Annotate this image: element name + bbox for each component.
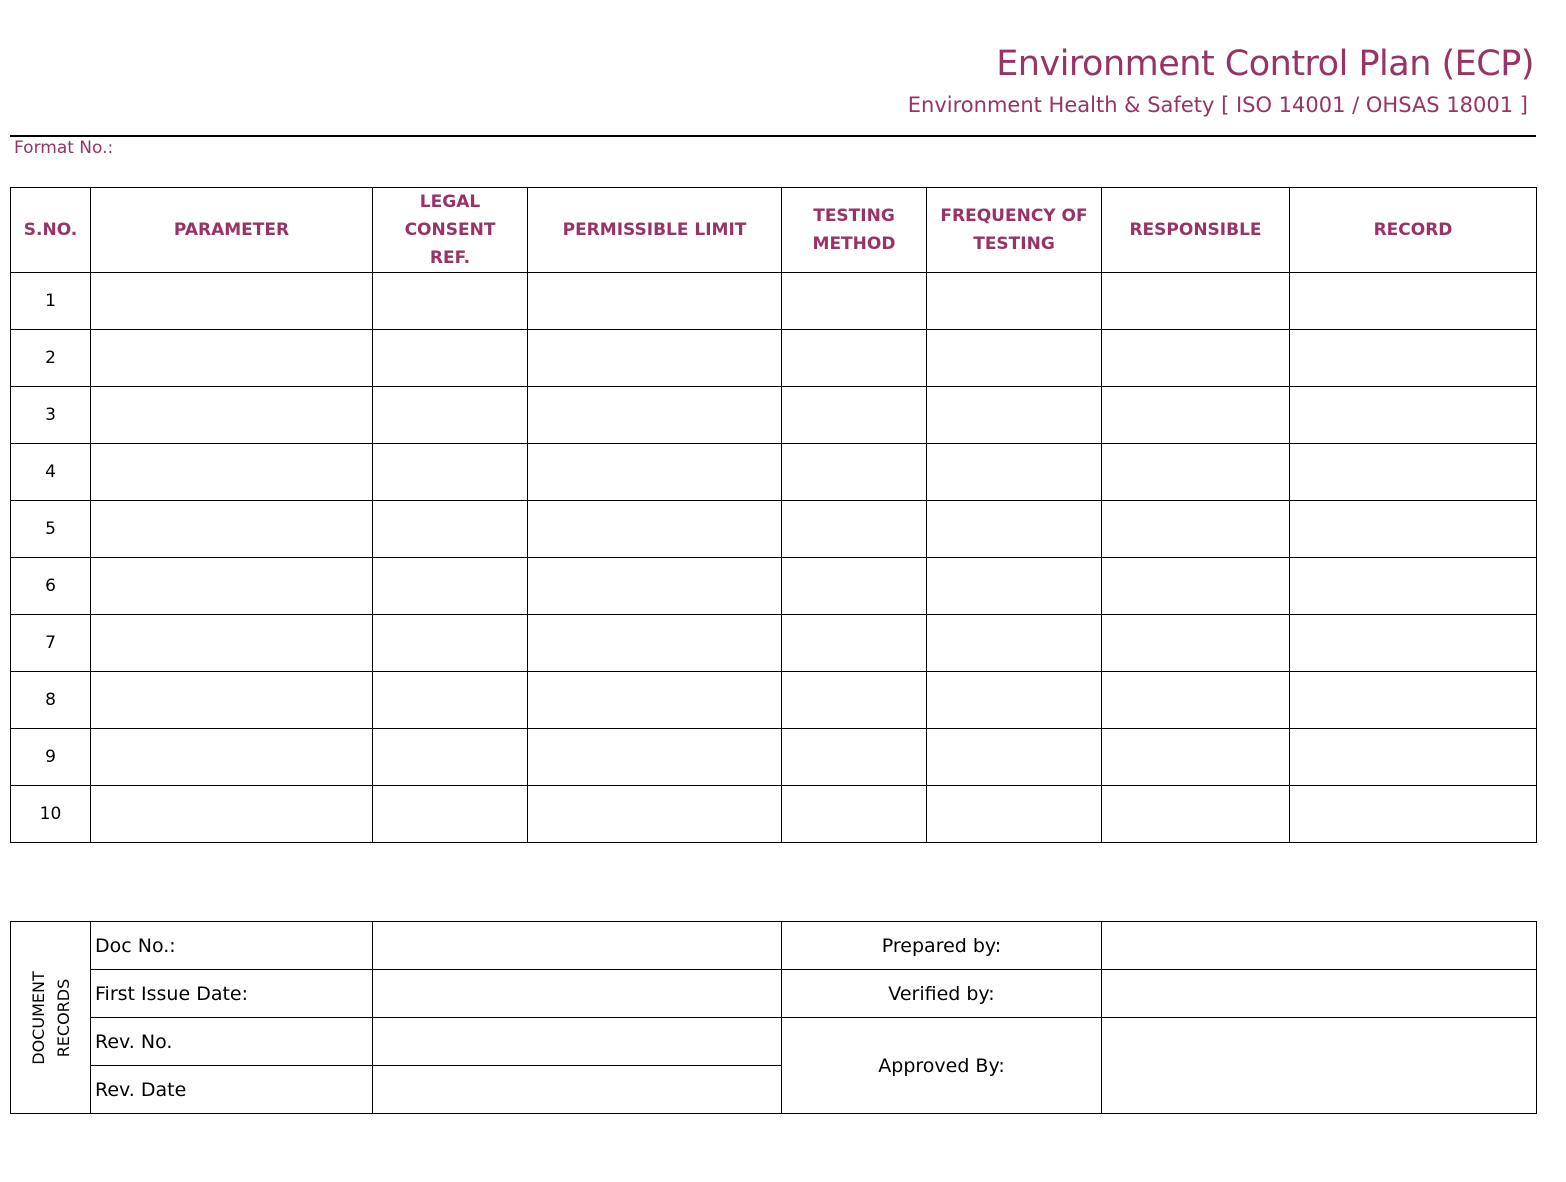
legal-consent-ref-cell[interactable] [373,387,528,444]
table-row [11,501,1537,558]
record-cell[interactable] [1290,501,1537,558]
rev-date-label: Rev. Date [91,1066,373,1114]
header-text: RECORD [1373,220,1453,240]
header-text: S.NO. [23,220,78,240]
table-row [11,444,1537,501]
legal-consent-ref-cell[interactable] [373,672,528,729]
responsible-cell[interactable] [1102,387,1290,444]
table-row [11,729,1537,786]
doc-no-label: Doc No.: [91,922,373,970]
row-number-cell: 7 [11,615,91,672]
prepared-by-label: Prepared by: [782,922,1102,970]
parameter-cell[interactable] [91,501,373,558]
header-text: METHOD [812,234,896,254]
rev-no-label: Rev. No. [91,1018,373,1066]
table-header-row [11,188,1537,273]
legal-consent-ref-cell[interactable] [373,558,528,615]
doc-row-first-issue-date [11,970,1537,1018]
document-records-table [10,921,1537,1114]
header-text: TESTING [813,206,895,226]
row-number-cell: 5 [11,501,91,558]
format-number-label: Format No.: [14,138,114,158]
col-header-sno [11,188,91,273]
legal-consent-ref-cell[interactable] [373,786,528,843]
control-plan-table [10,187,1537,843]
parameter-cell[interactable] [91,615,373,672]
testing-method-cell[interactable] [782,558,927,615]
document-records-side-label [11,922,91,1114]
rev-no-value-cell[interactable] [373,1018,782,1066]
col-header-record [1290,188,1537,273]
responsible-cell[interactable] [1102,786,1290,843]
testing-method-cell[interactable] [782,729,927,786]
parameter-cell[interactable] [91,558,373,615]
permissible-limit-cell[interactable] [528,501,782,558]
testing-method-cell[interactable] [782,501,927,558]
record-cell[interactable] [1290,330,1537,387]
frequency-of-testing-cell[interactable] [927,729,1102,786]
parameter-cell[interactable] [91,786,373,843]
col-header-testing-method [782,188,927,273]
permissible-limit-cell[interactable] [528,786,782,843]
verified-by-label: Verified by: [782,970,1102,1018]
parameter-cell[interactable] [91,444,373,501]
record-cell[interactable] [1290,672,1537,729]
legal-consent-ref-cell[interactable] [373,444,528,501]
row-number-cell: 4 [11,444,91,501]
testing-method-cell[interactable] [782,786,927,843]
parameter-cell[interactable] [91,387,373,444]
frequency-of-testing-cell[interactable] [927,615,1102,672]
header-text: REF. [429,248,471,268]
record-cell[interactable] [1290,786,1537,843]
responsible-cell[interactable] [1102,444,1290,501]
rev-date-value-cell[interactable] [373,1066,782,1114]
approved-by-value-cell[interactable] [1102,1018,1537,1114]
legal-consent-ref-cell[interactable] [373,729,528,786]
frequency-of-testing-cell[interactable] [927,672,1102,729]
record-cell[interactable] [1290,444,1537,501]
header-text: TESTING [973,234,1055,254]
responsible-cell[interactable] [1102,330,1290,387]
responsible-cell[interactable] [1102,501,1290,558]
permissible-limit-cell[interactable] [528,387,782,444]
header-divider [10,135,1536,137]
row-number-cell: 6 [11,558,91,615]
col-header-parameter [91,188,373,273]
col-header-responsible [1102,188,1290,273]
testing-method-cell[interactable] [782,672,927,729]
frequency-of-testing-cell[interactable] [927,501,1102,558]
row-number-cell: 3 [11,387,91,444]
parameter-cell[interactable] [91,273,373,330]
testing-method-cell[interactable] [782,273,927,330]
side-label-text: RECORDS [53,978,73,1057]
header-text: PERMISSIBLE LIMIT [562,220,747,240]
doc-no-value-cell[interactable] [373,922,782,970]
record-cell[interactable] [1290,387,1537,444]
page-title: Environment Control Plan (ECP) [996,44,1534,84]
table-row [11,615,1537,672]
legal-consent-ref-cell[interactable] [373,615,528,672]
frequency-of-testing-cell[interactable] [927,273,1102,330]
permissible-limit-cell[interactable] [528,615,782,672]
frequency-of-testing-cell[interactable] [927,387,1102,444]
side-label-text: DOCUMENT [28,970,48,1065]
page-subtitle: Environment Health & Safety [ ISO 14001 / OHSAS 18001 ] [907,93,1528,117]
doc-row-rev-no [11,1018,1537,1066]
prepared-by-value-cell[interactable] [1102,922,1537,970]
legal-consent-ref-cell[interactable] [373,330,528,387]
testing-method-cell[interactable] [782,387,927,444]
permissible-limit-cell[interactable] [528,330,782,387]
table-row [11,672,1537,729]
table-row [11,786,1537,843]
permissible-limit-cell[interactable] [528,729,782,786]
legal-consent-ref-cell[interactable] [373,273,528,330]
testing-method-cell[interactable] [782,330,927,387]
table-row [11,558,1537,615]
row-number-cell: 8 [11,672,91,729]
header-text: FREQUENCY OF [940,206,1088,226]
col-header-permissible-limit [528,188,782,273]
record-cell[interactable] [1290,273,1537,330]
frequency-of-testing-cell[interactable] [927,786,1102,843]
table-row [11,330,1537,387]
row-number-cell: 9 [11,729,91,786]
parameter-cell[interactable] [91,729,373,786]
first-issue-date-value-cell[interactable] [373,970,782,1018]
approved-by-label: Approved By: [782,1018,1102,1114]
header-text: RESPONSIBLE [1129,220,1262,240]
table-body [11,273,1537,843]
legal-consent-ref-cell[interactable] [373,501,528,558]
table-row [11,273,1537,330]
responsible-cell[interactable] [1102,273,1290,330]
parameter-cell[interactable] [91,330,373,387]
permissible-limit-cell[interactable] [528,558,782,615]
permissible-limit-cell[interactable] [528,444,782,501]
permissible-limit-cell[interactable] [528,672,782,729]
parameter-cell[interactable] [91,672,373,729]
first-issue-date-label: First Issue Date: [91,970,373,1018]
record-cell[interactable] [1290,615,1537,672]
row-number-cell: 10 [11,786,91,843]
frequency-of-testing-cell[interactable] [927,558,1102,615]
testing-method-cell[interactable] [782,444,927,501]
header-text: PARAMETER [173,220,290,240]
responsible-cell[interactable] [1102,729,1290,786]
frequency-of-testing-cell[interactable] [927,444,1102,501]
record-cell[interactable] [1290,729,1537,786]
row-number-cell: 1 [11,273,91,330]
responsible-cell[interactable] [1102,672,1290,729]
responsible-cell[interactable] [1102,558,1290,615]
frequency-of-testing-cell[interactable] [927,330,1102,387]
col-header-legal-consent-ref [373,188,528,273]
doc-row-doc-no [11,922,1537,970]
row-number-cell: 2 [11,330,91,387]
responsible-cell[interactable] [1102,615,1290,672]
verified-by-value-cell[interactable] [1102,970,1537,1018]
testing-method-cell[interactable] [782,615,927,672]
permissible-limit-cell[interactable] [528,273,782,330]
col-header-frequency-of-testing [927,188,1102,273]
header-text: LEGAL CONSENT [404,192,496,240]
record-cell[interactable] [1290,558,1537,615]
table-row [11,387,1537,444]
